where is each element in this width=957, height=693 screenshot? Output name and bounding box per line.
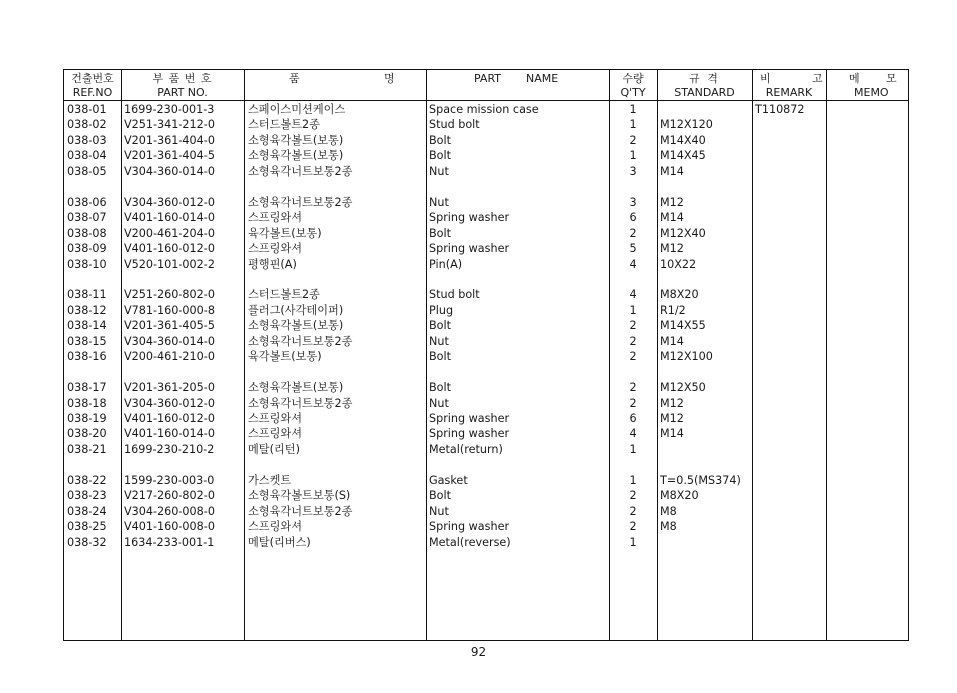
ref-no-cell: 038-07 (67, 211, 107, 225)
qty-cell: 6 (629, 211, 637, 225)
standard-cell: M8X20 (660, 489, 699, 503)
ref-no-cell: 038-02 (67, 118, 107, 132)
col-divider (826, 70, 827, 640)
part-no-cell: V781-160-000-8 (124, 303, 215, 317)
korean-name-cell: 소형육각볼트(보통) (248, 149, 344, 163)
standard-cell: M8 (660, 504, 677, 518)
part-no-cell: V251-260-802-0 (124, 288, 215, 302)
part-name-cell: Pin(A) (429, 257, 463, 271)
standard-cell: M12 (660, 242, 684, 256)
part-name-cell: Bolt (429, 149, 452, 163)
korean-name-cell: 소형육각볼트(보통) (248, 133, 344, 147)
part-no-cell: 1634-233-001-1 (124, 535, 215, 549)
korean-name-cell: 소형육각볼트(보통) (248, 319, 344, 333)
ref-no-cell: 038-12 (67, 303, 107, 317)
header-memo-ko-2: 모 (886, 72, 897, 85)
korean-name-cell: 소형육각볼트(보통) (248, 381, 344, 395)
standard-cell: M12X40 (660, 226, 706, 240)
standard-cell: M14X40 (660, 133, 706, 147)
part-name-cell: Metal(reverse) (429, 535, 511, 549)
header-qty-en: Q'TY (620, 86, 646, 99)
col-divider (121, 70, 122, 640)
ref-no-cell: 038-11 (67, 288, 107, 302)
qty-cell: 1 (629, 303, 637, 317)
part-name-cell: Nut (429, 504, 449, 518)
col-divider (426, 70, 427, 640)
ref-no-cell: 038-04 (67, 149, 107, 163)
part-no-cell: V520-101-002-2 (124, 257, 215, 271)
korean-name-cell: 스프링와셔 (248, 520, 303, 534)
qty-cell: 2 (629, 381, 637, 395)
korean-name-cell: 소형육각볼트보통(S) (248, 489, 351, 503)
qty-cell: 5 (629, 242, 637, 256)
standard-cell: T=0.5(MS374) (660, 473, 741, 487)
part-no-cell: V217-260-802-0 (124, 489, 215, 503)
korean-name-cell: 스터드볼트2종 (248, 118, 320, 132)
ref-no-cell: 038-05 (67, 164, 107, 178)
korean-name-cell: 평행핀(A) (248, 257, 297, 271)
header-remark-ko-1: 비 (760, 72, 771, 85)
header-qty-ko: 수량 (622, 72, 644, 85)
header-std-ko: 규 격 (689, 72, 720, 85)
header-remark-en: REMARK (765, 86, 813, 99)
qty-cell: 1 (629, 149, 637, 163)
standard-cell: M14X55 (660, 319, 706, 333)
ref-no-cell: 038-15 (67, 334, 107, 348)
qty-cell: 1 (629, 103, 637, 116)
page-number: 92 (470, 645, 487, 659)
ref-no-cell: 038-21 (67, 442, 107, 456)
header-part-en: PART NO. (157, 86, 208, 99)
part-name-cell: Nut (429, 396, 449, 410)
part-name-cell: Spring washer (429, 242, 510, 256)
part-no-cell: V201-361-404-5 (124, 149, 215, 163)
part-name-cell: Spring washer (429, 412, 510, 425)
qty-cell: 3 (629, 195, 637, 209)
qty-cell: 2 (629, 133, 637, 147)
korean-name-cell: 스터드볼트2종 (248, 288, 320, 302)
korean-name-cell: 플러그(사각테이퍼) (248, 303, 344, 317)
header-name-ko-2: 명 (384, 72, 395, 85)
part-no-cell: V200-461-204-0 (124, 226, 215, 240)
standard-cell: M14 (660, 211, 684, 225)
part-name-cell: Bolt (429, 350, 452, 364)
qty-cell: 2 (629, 334, 637, 348)
part-name-cell: Metal(return) (429, 442, 503, 456)
qty-cell: 1 (629, 442, 637, 456)
col-divider (244, 70, 245, 640)
standard-cell: R1/2 (660, 303, 686, 317)
part-no-cell: V304-360-012-0 (124, 396, 215, 410)
korean-name-cell: 스프링와셔 (248, 211, 303, 225)
korean-name-cell: 소형육각너트보통2종 (248, 396, 353, 410)
qty-cell: 4 (629, 427, 637, 441)
part-no-cell: V201-361-404-0 (124, 133, 215, 147)
standard-cell: M14 (660, 164, 684, 178)
ref-no-cell: 038-01 (67, 103, 107, 116)
part-name-cell: Stud bolt (429, 288, 480, 302)
part-no-cell: V401-160-012-0 (124, 242, 215, 256)
standard-cell: M8 (660, 520, 677, 534)
header-memo-en: MEMO (854, 86, 889, 99)
qty-cell: 2 (629, 520, 637, 534)
part-no-cell: 1699-230-210-2 (124, 442, 215, 456)
ref-no-cell: 038-32 (67, 535, 107, 549)
ref-no-cell: 038-08 (67, 226, 107, 240)
korean-name-cell: 소형육각너트보통2종 (248, 334, 353, 348)
korean-name-cell: 스프링와셔 (248, 427, 303, 441)
qty-cell: 3 (629, 164, 637, 178)
ref-no-cell: 038-25 (67, 520, 107, 534)
header-ref-ko: 건출번호 (71, 72, 114, 85)
korean-name-cell: 소형육각너트보통2종 (248, 504, 353, 518)
korean-name-cell: 스페이스미션케이스 (248, 103, 346, 116)
ref-no-cell: 038-10 (67, 257, 107, 271)
korean-name-cell: 스프링와셔 (248, 412, 303, 425)
korean-name-cell: 메탈(리턴) (248, 442, 300, 456)
ref-no-cell: 038-19 (67, 412, 107, 425)
korean-name-cell: 메탈(리버스) (248, 535, 311, 549)
header-remark-ko-2: 고 (812, 72, 823, 85)
header-ref-en: REF.NO (72, 86, 113, 99)
standard-cell: M12X120 (660, 118, 713, 132)
part-no-cell: V304-360-014-0 (124, 164, 215, 178)
part-no-cell: V401-160-012-0 (124, 412, 215, 425)
qty-cell: 1 (629, 535, 637, 549)
qty-cell: 4 (629, 257, 637, 271)
qty-cell: 2 (629, 319, 637, 333)
part-no-cell: V401-160-014-0 (124, 211, 215, 225)
part-name-cell: Space mission case (429, 103, 539, 116)
part-name-cell: Spring washer (429, 520, 510, 534)
korean-name-cell: 소형육각너트보통2종 (248, 164, 353, 178)
part-name-cell: Nut (429, 164, 449, 178)
qty-cell: 2 (629, 504, 637, 518)
korean-name-cell: 육각볼트(보통) (248, 226, 322, 240)
standard-cell: M12X50 (660, 381, 706, 395)
qty-cell: 1 (629, 473, 637, 487)
ref-no-cell: 038-23 (67, 489, 107, 503)
standard-cell: M14 (660, 427, 684, 441)
ref-no-cell: 038-03 (67, 133, 107, 147)
remark-cell: T110872 (755, 103, 805, 116)
part-name-cell: Bolt (429, 133, 452, 147)
qty-cell: 6 (629, 412, 637, 425)
ref-no-cell: 038-17 (67, 381, 107, 395)
korean-name-cell: 육각볼트(보통) (248, 350, 322, 364)
ref-no-cell: 038-20 (67, 427, 107, 441)
ref-no-cell: 038-22 (67, 473, 107, 487)
part-no-cell: V304-360-014-0 (124, 334, 215, 348)
ref-no-cell: 038-24 (67, 504, 107, 518)
part-name-cell: Bolt (429, 226, 452, 240)
header-memo-ko-1: 메 (849, 72, 860, 85)
header-pname-2: NAME (526, 72, 559, 85)
standard-cell: 10X22 (660, 257, 697, 271)
col-divider (657, 70, 658, 640)
ref-no-cell: 038-18 (67, 396, 107, 410)
qty-cell: 2 (629, 489, 637, 503)
header-part-ko: 부 품 번 호 (152, 72, 213, 85)
part-name-cell: Bolt (429, 489, 452, 503)
part-no-cell: V304-360-012-0 (124, 195, 215, 209)
header-rule (64, 100, 908, 101)
part-no-cell: V401-160-014-0 (124, 427, 215, 441)
ref-no-cell: 038-14 (67, 319, 107, 333)
ref-no-cell: 038-09 (67, 242, 107, 256)
col-divider (752, 70, 753, 640)
standard-cell: M12 (660, 412, 684, 425)
korean-name-cell: 가스켓트 (248, 473, 292, 487)
korean-name-cell: 소형육각너트보통2종 (248, 195, 353, 209)
parts-table (63, 69, 909, 641)
qty-cell: 1 (629, 118, 637, 132)
part-no-cell: V201-361-205-0 (124, 381, 215, 395)
korean-name-cell: 스프링와셔 (248, 242, 303, 256)
part-no-cell: V251-341-212-0 (124, 118, 215, 132)
part-no-cell: V200-461-210-0 (124, 350, 215, 364)
standard-cell: M12 (660, 396, 684, 410)
part-no-cell: V201-361-405-5 (124, 319, 215, 333)
qty-cell: 2 (629, 396, 637, 410)
part-name-cell: Plug (429, 303, 454, 317)
qty-cell: 2 (629, 350, 637, 364)
part-name-cell: Nut (429, 195, 449, 209)
part-name-cell: Nut (429, 334, 449, 348)
part-no-cell: 1699-230-001-3 (124, 103, 215, 116)
ref-no-cell: 038-06 (67, 195, 107, 209)
standard-cell: M8X20 (660, 288, 699, 302)
part-name-cell: Gasket (429, 473, 468, 487)
standard-cell: M12 (660, 195, 684, 209)
part-no-cell: 1599-230-003-0 (124, 473, 215, 487)
standard-cell: M12X100 (660, 350, 713, 364)
qty-cell: 2 (629, 226, 637, 240)
header-name-ko-1: 품 (289, 72, 300, 85)
part-name-cell: Bolt (429, 381, 452, 395)
qty-cell: 4 (629, 288, 637, 302)
header-pname-1: PART (474, 72, 502, 85)
standard-cell: M14 (660, 334, 684, 348)
part-no-cell: V304-260-008-0 (124, 504, 215, 518)
standard-cell: M14X45 (660, 149, 706, 163)
part-name-cell: Spring washer (429, 427, 510, 441)
header-std-en: STANDARD (674, 86, 735, 99)
ref-no-cell: 038-16 (67, 350, 107, 364)
part-name-cell: Spring washer (429, 211, 510, 225)
part-name-cell: Stud bolt (429, 118, 480, 132)
part-name-cell: Bolt (429, 319, 452, 333)
part-no-cell: V401-160-008-0 (124, 520, 215, 534)
